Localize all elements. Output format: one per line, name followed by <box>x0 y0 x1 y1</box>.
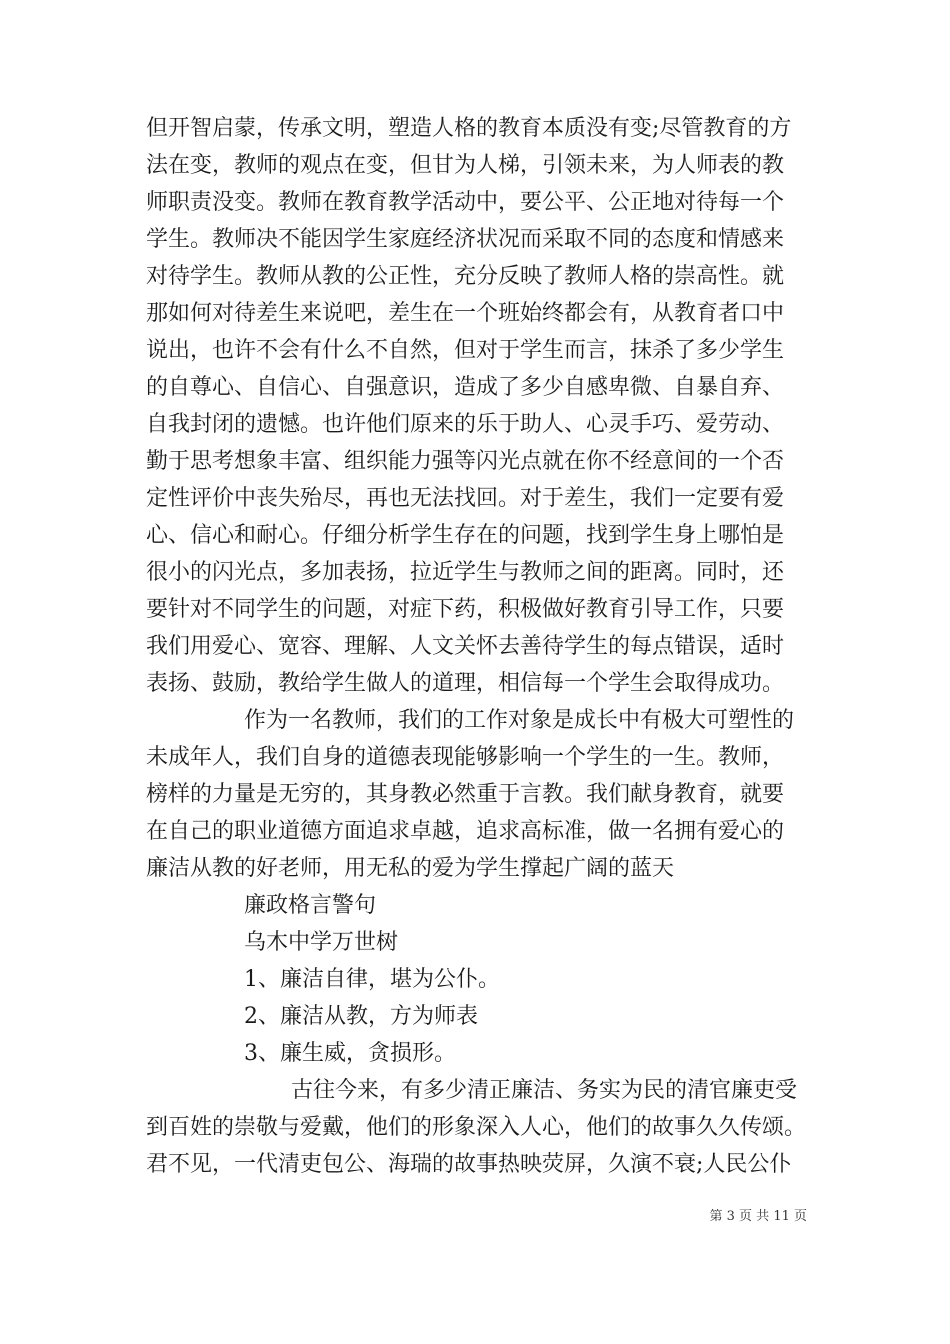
text-line: 廉洁从教的好老师，用无私的爱为学生撑起广阔的蓝天 <box>146 856 675 881</box>
text-line: 法在变，教师的观点在变，但甘为人梯，引领未来，为人师表的教 <box>146 153 785 178</box>
paragraph-teacher-role-model <box>146 702 816 887</box>
text-line: 对待学生。教师从教的公正性，充分反映了教师人格的崇高性。就 <box>146 264 785 289</box>
text-line: 在自己的职业道德方面追求卓越，追求高标准，做一名拥有爱心的 <box>146 819 785 844</box>
text-line: 表扬、鼓励，教给学生做人的道理，相信每一个学生会取得成功。 <box>146 671 785 696</box>
text-line: 定性评价中丧失殆尽，再也无法找回。对于差生，我们一定要有爱 <box>146 486 785 511</box>
paragraph-teacher-fairness <box>146 110 816 702</box>
text-line: 心、信心和耐心。仔细分析学生存在的问题，找到学生身上哪怕是 <box>146 523 785 548</box>
text-line: 那如何对待差生来说吧，差生在一个班始终都会有，从教育者口中 <box>146 301 785 326</box>
text-line: 自我封闭的遗憾。也许他们原来的乐于助人、心灵手巧、爱劳动、 <box>146 412 785 437</box>
text-line: 我们用爱心、宽容、理解、人文关怀去善待学生的每点错误，适时 <box>146 634 785 659</box>
text-line: 到百姓的崇敬与爱戴，他们的形象深入人心，他们的故事久久传颂。 <box>146 1115 807 1140</box>
author-line: 乌木中学万世树 <box>244 930 399 955</box>
maxim-item: 1、廉洁自律，堪为公仆。 <box>244 967 500 992</box>
text-line: 师职责没变。教师在教育教学活动中，要公平、公正地对待每一个 <box>146 190 785 215</box>
text-line: 的自尊心、自信心、自强意识，造成了多少自感卑微、自暴自弃、 <box>146 375 785 400</box>
maxim-item: 3、廉生威，贪损形。 <box>244 1041 456 1066</box>
text-line: 勤于思考想象丰富、组织能力强等闪光点就在你不经意间的一个否 <box>146 449 785 474</box>
maxim-item: 2、廉洁从教，方为师表 <box>244 1004 478 1029</box>
text-line-indented: 作为一名教师，我们的工作对象是成长中有极大可塑性的 <box>244 708 795 733</box>
text-line: 说出，也许不会有什么不自然，但对于学生而言，抹杀了多少学生 <box>146 338 785 363</box>
page-number-footer: 第 3 页 共 11 页 <box>709 1209 807 1224</box>
text-line-indented: 古往今来，有多少清正廉洁、务实为民的清官廉吏受 <box>291 1078 798 1103</box>
text-line: 君不见，一代清吏包公、海瑞的故事热映荧屏，久演不衰;人民公仆 <box>146 1152 792 1177</box>
paragraph-honest-officials <box>146 1072 816 1183</box>
text-line: 很小的闪光点，多加表扬，拉近学生与教师之间的距离。同时，还 <box>146 560 785 585</box>
text-line: 榜样的力量是无穷的，其身教必然重于言教。我们献身教育，就要 <box>146 782 785 807</box>
text-line: 学生。教师决不能因学生家庭经济状况而采取不同的态度和情感来 <box>146 227 785 252</box>
text-line: 未成年人，我们自身的道德表现能够影响一个学生的一生。教师， <box>146 745 785 770</box>
text-line: 要针对不同学生的问题，对症下药，积极做好教育引导工作，只要 <box>146 597 785 622</box>
section-title: 廉政格言警句 <box>244 893 377 918</box>
maxim-list <box>146 961 816 1072</box>
text-line: 但开智启蒙，传承文明，塑造人格的教育本质没有变;尽管教育的方 <box>146 116 792 141</box>
document-body <box>146 110 816 1183</box>
